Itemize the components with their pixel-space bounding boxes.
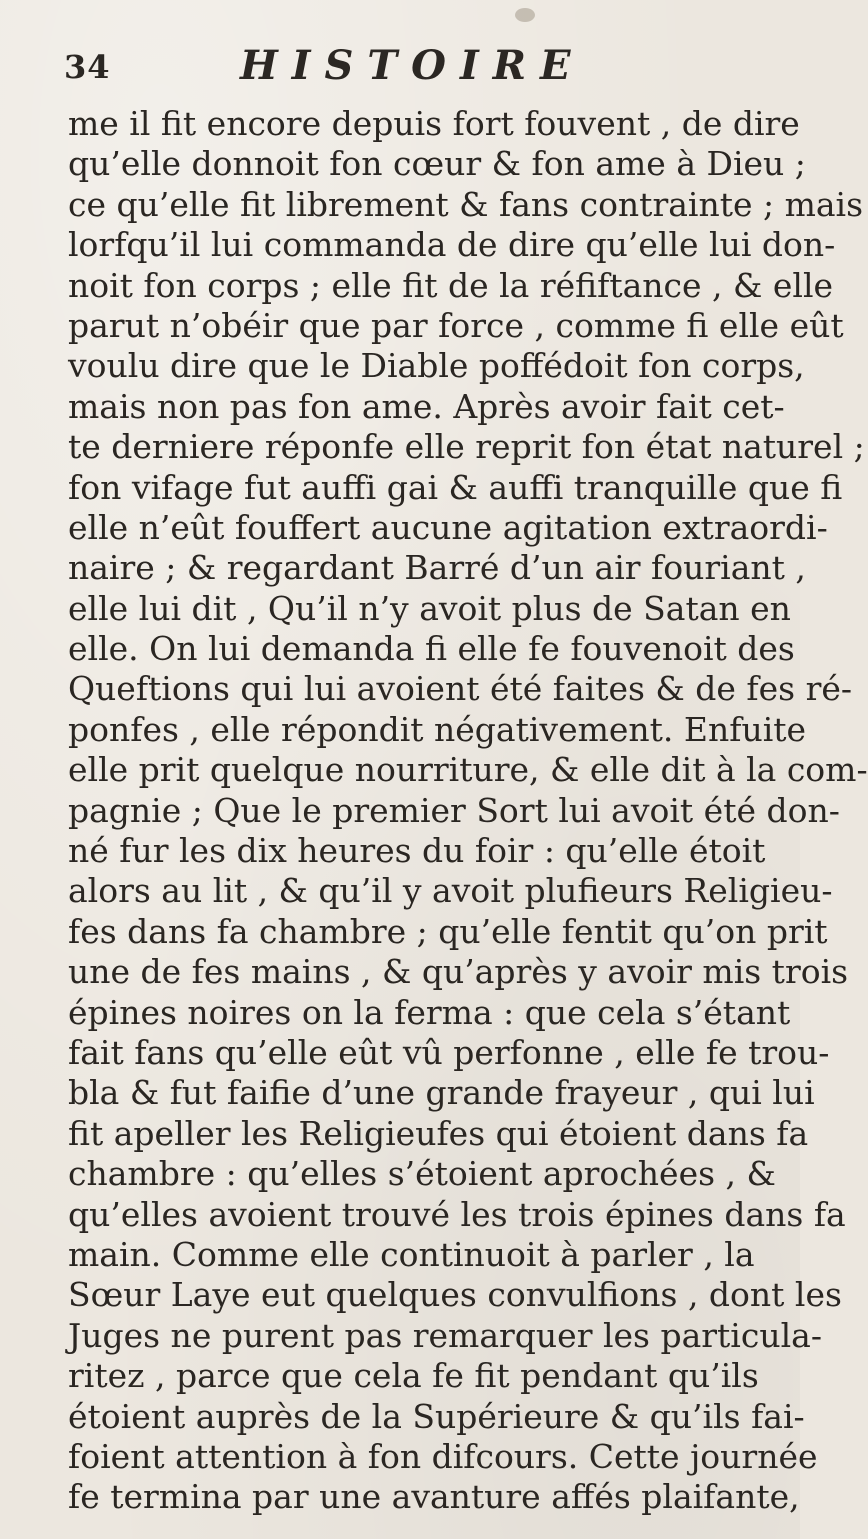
text-line: foient attention à fon difcours. Cette journée — [68, 1436, 818, 1476]
text-line: fait fans qu’elle eût vû perfonne , elle fe trou- — [68, 1032, 830, 1072]
text-line: Queftions qui lui avoient été faites & de fes ré- — [68, 669, 853, 709]
text-line: main. Comme elle continuoit à parler , la — [68, 1234, 755, 1274]
text-line: ponfes , elle répondit négativement. Enfuite — [68, 709, 807, 749]
text-line: qu’elle donnoit fon cœur & fon ame à Dieu ; — [68, 144, 806, 184]
text-line: elle prit quelque nourriture, & elle dit à la com- — [68, 750, 868, 790]
text-line: Juges ne purent pas remarquer les particula- — [68, 1315, 822, 1355]
text-line: te derniere réponfe elle reprit fon état naturel ; — [68, 427, 865, 467]
text-line: elle lui dit , Qu’il n’y avoit plus de Satan en — [68, 588, 791, 628]
text-line: mais non pas fon ame. Après avoir fait cet- — [68, 386, 785, 426]
text-line: une de fes mains , & qu’après y avoir mis trois — [68, 952, 849, 992]
text-line: bla & fut faifie d’une grande frayeur , qui lui — [68, 1073, 815, 1113]
page-number: 34 — [64, 48, 111, 86]
text-line: qu’elles avoient trouvé les trois épines dans fa — [68, 1194, 846, 1234]
text-line: elle. On lui demanda fi elle fe fouvenoit des — [68, 629, 795, 669]
text-line: ritez , parce que cela fe fit pendant qu’ils — [68, 1356, 759, 1396]
text-line: fe termina par une avanture affés plaifante, — [68, 1477, 800, 1517]
running-title: HISTOIRE — [240, 42, 585, 89]
body-text — [68, 104, 868, 1518]
text-line: lorfqu’il lui commanda de dire qu’elle lui don- — [68, 225, 836, 265]
page-header — [0, 0, 800, 104]
text-line: noit fon corps ; elle fit de la réfiftance , & elle — [68, 265, 834, 305]
text-line: naire ; & regardant Barré d’un air fouriant , — [68, 548, 806, 588]
text-line: ce qu’elle fit librement & fans contrainte ; mais — [68, 184, 864, 224]
text-line: pagnie ; Que le premier Sort lui avoit été don- — [68, 790, 840, 830]
text-line: voulu dire que le Diable poffédoit fon corps, — [68, 346, 805, 386]
text-line: fon vifage fut auffi gai & auffi tranquille que fi — [68, 467, 843, 507]
text-line: me il fit encore depuis fort fouvent , de dire — [68, 104, 800, 143]
text-line: fes dans fa chambre ; qu’elle fentit qu’on prit — [68, 911, 828, 951]
text-line: parut n’obéir que par force , comme fi elle eût — [68, 305, 844, 345]
text-line: elle n’eût fouffert aucune agitation extraordi- — [68, 507, 828, 547]
text-line: chambre : qu’elles s’étoient aprochées , & — [68, 1154, 776, 1194]
text-line: étoient auprès de la Supérieure & qu’ils fai- — [68, 1396, 805, 1436]
text-line: né fur les dix heures du foir : qu’elle étoit — [68, 831, 766, 871]
text-line: Sœur Laye eut quelques convulfions , dont les — [68, 1275, 842, 1315]
text-line: fit apeller les Religieufes qui étoient dans fa — [68, 1113, 809, 1153]
text-line: alors au lit , & qu’il y avoit plufieurs Religieu- — [68, 871, 833, 911]
text-line: épines noires on la ferma : que cela s’étant — [68, 992, 791, 1032]
